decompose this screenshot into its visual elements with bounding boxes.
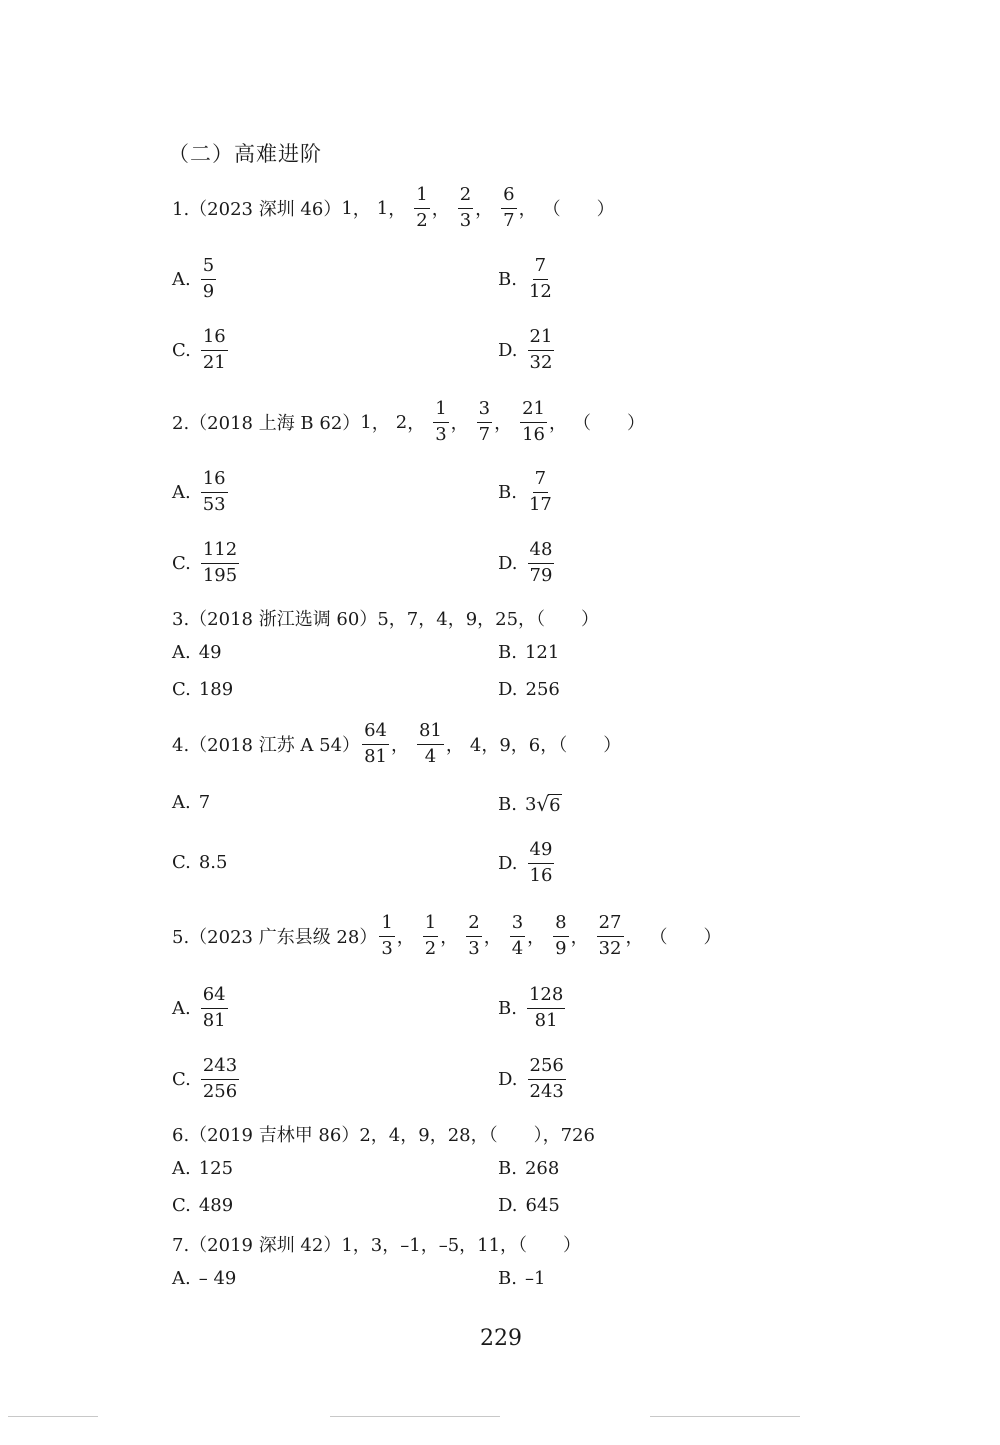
option-4c: C. 8.5 bbox=[172, 852, 228, 873]
section-title: （二）高难进阶 bbox=[168, 142, 322, 166]
fraction-term: $\frac{64}{81}$ bbox=[364, 720, 387, 767]
option-5a: A. $\frac{64}{81}$ bbox=[172, 984, 226, 1031]
option-4d: D. $\frac{49}{16}$ bbox=[498, 839, 553, 886]
option-1c: C. $\frac{16}{21}$ bbox=[172, 326, 226, 373]
option-5b: B. $\frac{128}{81}$ bbox=[498, 984, 564, 1031]
scan-speck bbox=[330, 1416, 500, 1417]
option-7a: A. – 49 bbox=[172, 1268, 237, 1289]
question-7-prefix: 7.（2019 深圳 42） bbox=[172, 1235, 342, 1256]
question-6-prefix: 6.（2019 吉林甲 86） bbox=[172, 1125, 360, 1146]
question-6 bbox=[172, 1121, 595, 1147]
option-3b: B. 121 bbox=[498, 642, 560, 663]
fraction-term: $\frac{21}{16}$ bbox=[522, 398, 545, 445]
option-3a: A. 49 bbox=[172, 642, 222, 663]
question-7 bbox=[172, 1231, 581, 1257]
option-2b: B. $\frac{7}{17}$ bbox=[498, 468, 552, 515]
fraction-term: $\frac{1}{2}$ bbox=[416, 184, 428, 231]
option-6c: C. 489 bbox=[172, 1195, 234, 1216]
question-2-prefix: 2.（2018 上海 B 62） bbox=[172, 413, 361, 435]
question-2: 2.（2018 上海 B 62） 1 ， 2 ， $\frac{1}{3}$ ， $\frac{3}{7}$ ， $\frac{21}{16}$ ， （ ） bbox=[172, 398, 645, 445]
question-4-tail: 4，9，6，（ ） bbox=[469, 735, 622, 757]
scan-speck bbox=[8, 1416, 98, 1417]
option-2c: C. $\frac{112}{195}$ bbox=[172, 539, 238, 586]
term: 2 bbox=[395, 411, 408, 433]
option-4a: A. 7 bbox=[172, 792, 211, 813]
question-1: 1.（2023 深圳 46） 1 ， 1 ， $\frac{1}{2}$ ， $\frac{2}{3}$ ， $\frac{6}{7}$ ， （ ） bbox=[172, 184, 615, 231]
option-6a: A. 125 bbox=[172, 1158, 234, 1179]
question-4: 4.（2018 江苏 A 54） $\frac{64}{81}$ ， $\frac{81}{4}$ ， 4，9，6，（ ） bbox=[172, 720, 622, 767]
answer-blank: （ ） bbox=[573, 413, 645, 435]
option-3d: D. 256 bbox=[498, 679, 560, 700]
answer-blank: （ ） bbox=[649, 927, 722, 949]
question-3 bbox=[172, 605, 599, 631]
term: 1 bbox=[341, 197, 353, 219]
fraction-term: $\frac{3}{4}$ bbox=[511, 912, 524, 959]
option-5c: C. $\frac{243}{256}$ bbox=[172, 1055, 238, 1102]
fraction-term: $\frac{6}{7}$ bbox=[503, 184, 515, 231]
option-1d: D. $\frac{21}{32}$ bbox=[498, 326, 553, 373]
option-7b: B. –1 bbox=[498, 1268, 546, 1289]
question-5: 5.（2023 广东县级 28） $\frac{1}{3}$ ， $\frac{1}{2}$ ， $\frac{2}{3}$ ， $\frac{3}{4}$ ， $\frac{8}{9}$ ， $\frac{27}{32}$ ， （ ） bbox=[172, 912, 722, 959]
scan-speck bbox=[650, 1416, 800, 1417]
question-7-sequence: 1，3，–1，–5，11，（ ） bbox=[341, 1235, 582, 1256]
term: 1 bbox=[376, 197, 389, 219]
question-6-sequence: 2，4，9，28，（ ），726 bbox=[359, 1125, 595, 1146]
term: 1 bbox=[360, 411, 372, 433]
option-5d: D. $\frac{256}{243}$ bbox=[498, 1055, 564, 1102]
option-1b: B. $\frac{7}{12}$ bbox=[498, 255, 552, 302]
fraction-term: $\frac{1}{2}$ bbox=[424, 912, 437, 959]
question-3-prefix: 3.（2018 浙江选调 60） bbox=[172, 609, 378, 630]
option-6d: D. 645 bbox=[498, 1195, 560, 1216]
page-number: 229 bbox=[480, 1326, 522, 1351]
option-6b: B. 268 bbox=[498, 1158, 560, 1179]
fraction-term: $\frac{3}{7}$ bbox=[478, 398, 491, 445]
option-3c: C. 189 bbox=[172, 679, 234, 700]
fraction-term: $\frac{2}{3}$ bbox=[468, 912, 480, 959]
option-1a: A. $\frac{5}{9}$ bbox=[172, 255, 215, 302]
fraction-term: $\frac{2}{3}$ bbox=[459, 184, 472, 231]
fraction-term: $\frac{8}{9}$ bbox=[555, 912, 567, 959]
fraction-term: $\frac{27}{32}$ bbox=[598, 912, 622, 959]
fraction-term: $\frac{1}{3}$ bbox=[381, 912, 393, 959]
option-2d: D. $\frac{48}{79}$ bbox=[498, 539, 553, 586]
question-5-prefix: 5.（2023 广东县级 28） bbox=[172, 927, 378, 949]
option-2a: A. $\frac{16}{53}$ bbox=[172, 468, 226, 515]
question-4-prefix: 4.（2018 江苏 A 54） bbox=[172, 735, 361, 757]
question-3-sequence: 5，7，4，9，25，（ ） bbox=[377, 609, 600, 630]
question-1-prefix: 1.（2023 深圳 46） bbox=[172, 199, 342, 221]
square-root: √ 6 bbox=[536, 792, 561, 816]
option-4b: B. 3 √ 6 bbox=[498, 792, 561, 816]
fraction-term: $\frac{1}{3}$ bbox=[435, 398, 447, 445]
answer-blank: （ ） bbox=[542, 199, 615, 221]
fraction-term: $\frac{81}{4}$ bbox=[418, 720, 442, 767]
